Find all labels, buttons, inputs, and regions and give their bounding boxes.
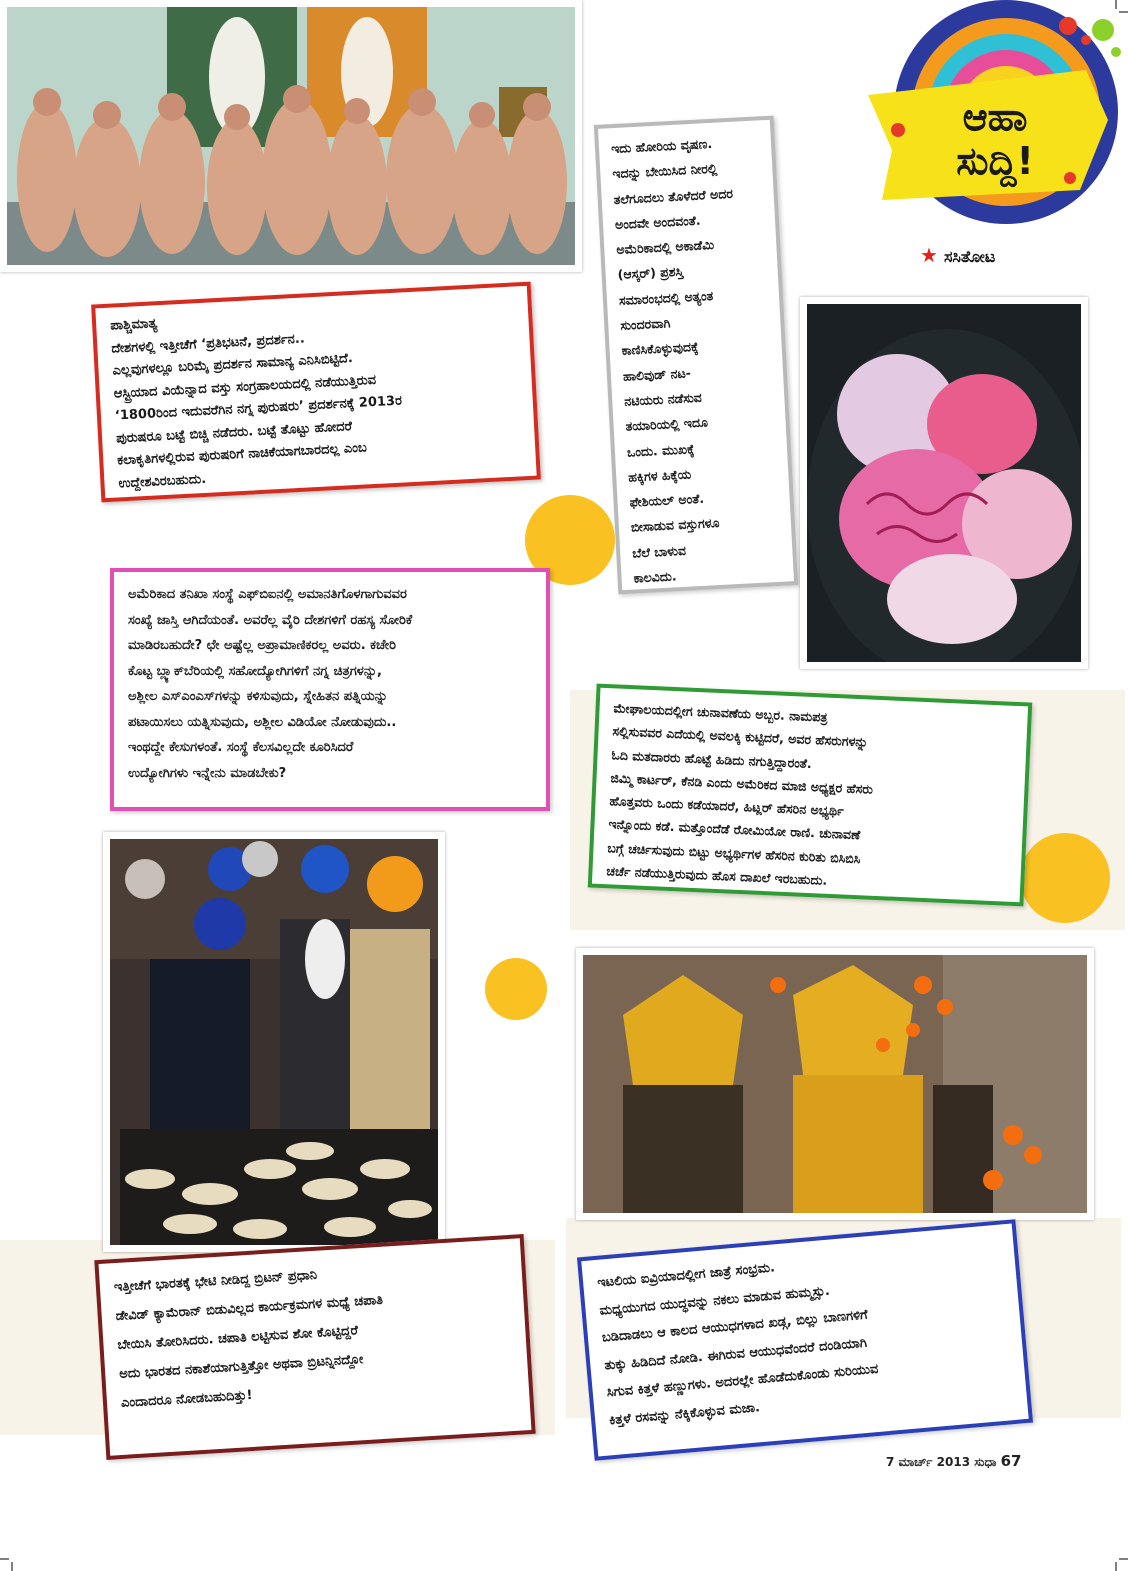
article-text-testicles: ಇದು ಹೋರಿಯ ವೃಷಣ. ಇದನ್ನು ಬೇಯಿಸಿದ ನೀರಲ್ಲಿ ತಲೆಗೂದಲು ತೊಳೆದರೆ ಅದರ ಅಂದವೇ ಅಂದವಂತೆ. ಅಮೆರಿಕಾದಲ್ಲಿ ಅಕಾಡೆಮಿ (ಆಸ್ಕರ್) ಪ್ರಶಸ್ತಿ ಸಮಾರಂಭದಲ್ಲಿ ಅತ್ಯಂತ ಸುಂದರವಾಗಿ ಕಾಣಿಸಿಕೊಳ್ಳುವುದಕ್ಕೆ ಹಾಲಿವುಡ್ ನಟ- ನಟಿಯರು ನಡೆಸುವ ತಯಾರಿಯಲ್ಲಿ ಇದೂ ಒಂದು. ಮುಖಕ್ಕೆ ಹಕ್ಕಿಗಳ ಹಿಕ್ಕೆಯ ಫೇಶಿಯಲ್ ಅಂತೆ. ಬೀಸಾಡುವ ವಸ್ತುಗಳೂ ಬೆಲೆ ಬಾಳುವ ಕಾಲವಿದು. xyxy=(610,135,734,586)
article-box-cameron xyxy=(94,1234,535,1460)
article-text-cameron: ಇತ್ತೀಚೆಗೆ ಭಾರತಕ್ಕೆ ಭೇಟಿ ನೀಡಿದ್ದ ಬ್ರಿಟನ್ ಪ್ರಧಾನಿ ಡೇವಿಡ್ ಕ್ಯಾಮೆರಾನ್ ಬಿಡುವಿಲ್ಲದ ಕಾರ್ಯಕ್ರಮಗಳ ಮಧ್ಯೆ ಚಪಾತಿ ಬೇಯಿಸಿ ತೋರಿಸಿದರು. ಚಪಾತಿ ಲಟ್ಟಿಸುವ ಶೋ ಕೊಟ್ಟಿದ್ದರೆ ಅದು ಭಾರತದ ನಕಾಶೆಯಾಗುತ್ತಿತ್ತೋ ಅಥವಾ ಬ್ರಿಟನ್ನಿನದ್ದೋ ಎಂದಾದರೂ ನೋಡಬಹುದಿತ್ತು! xyxy=(113,1267,384,1411)
article-text-fbi: ಅಮೆರಿಕಾದ ತನಿಖಾ ಸಂಸ್ಥೆ ಎಫ್‌ಬಿಐನಲ್ಲಿ ಅಮಾನತಿಗೊಳಗಾಗುವವರ ಸಂಖ್ಯೆ ಜಾಸ್ತಿ ಆಗಿದೆಯಂತೆ. ಅವರೆಲ್ಲ ವೈರಿ ದೇಶಗಳಿಗೆ ರಹಸ್ಯ ಸೋರಿಕೆ ಮಾಡಿರಬಹುದೇ? ಛೇ ಅಷ್ಟೆಲ್ಲ ಅಪ್ರಾಮಾಣಿಕರಲ್ಲ ಅವರು. ಕಚೇರಿ ಕೊಟ್ಟ ಬ್ಲ್ಯಾಕ್‌ಬೆರಿಯಲ್ಲಿ ಸಹೋದ್ಯೋಗಿಗಳಿಗೆ ನಗ್ನ ಚಿತ್ರಗಳನ್ನು, ಅಶ್ಲೀಲ ಎಸ್‌ಎಂಎಸ್‌ಗಳನ್ನು ಕಳಿಸುವುದು, ಸ್ನೇಹಿತನ ಪತ್ನಿಯನ್ನು ಪಟಾಯಿಸಲು ಯತ್ನಿಸುವುದು, ಅಶ್ಲೀಲ ವಿಡಿಯೋ ನೋಡುವುದು.. ಇಂಥದ್ದೇ ಕೇಸುಗಳಂತೆ. ಸಂಸ್ಥೆ ಕೆಲಸವಿಲ್ಲದೇ ಕೂರಿಸಿದರೆ ಉದ್ಯೋಗಿಗಳು ಇನ್ನೇನು ಮಾಡಬೇಕು? xyxy=(128,587,413,781)
testicles-image xyxy=(807,304,1081,662)
article-box-fbi xyxy=(110,568,550,811)
article-box-meghalaya xyxy=(588,684,1032,907)
logo xyxy=(858,0,1128,245)
logo-text: ಆಹಾ ಸುದ್ದಿ! xyxy=(956,95,1034,183)
photo-testicles xyxy=(800,297,1088,669)
yellow-dot xyxy=(1020,833,1110,923)
article-text-italy: ಇಟಲಿಯ ಐವ್ರಿಯಾದಲ್ಲೀಗ ಜಾತ್ರೆ ಸಂಭ್ರಮ. ಮಧ್ಯಯುಗದ ಯುದ್ಧವನ್ನು ನಕಲು ಮಾಡುವ ಹುಮ್ಮಸ್ಸು. ಬಡಿದಾಡಲು ಆ ಕಾಲದ ಆಯುಧಗಳಾದ ಖಡ್ಗ, ಬಿಲ್ಲು ಬಾಣಗಳಿಗೆ ತುಕ್ಕು ಹಿಡಿದಿದೆ ನೋಡಿ. ಈಗಿರುವ ಆಯುಧವೆಂದರೆ ದಂಡಿಯಾಗಿ ಸಿಗುವ ಕಿತ್ತಳೆ ಹಣ್ಣುಗಳು. ಅದರಲ್ಲೇ ಹೊಡೆದುಕೊಂಡು ಸುರಿಯುವ ಕಿತ್ತಳೆ ರಸವನ್ನು ನೆಕ್ಕಿಕೊಳ್ಳುವ ಮಜಾ. xyxy=(596,1260,879,1428)
article-text-meghalaya: ಮೇಘಾಲಯದಲ್ಲೀಗ ಚುನಾವಣೆಯ ಅಬ್ಬರ. ನಾಮಪತ್ರ ಸಲ್ಲಿಸುವವರ ಎದೆಯಲ್ಲಿ ಅವಲಕ್ಕಿ ಕುಟ್ಟಿದರೆ, ಅವರ ಹೆಸರುಗಳನ್ನು ಓದಿ ಮತದಾರರು ಹೊಟ್ಟೆ ಹಿಡಿದು ನಗುತ್ತಿದ್ದಾರಂತೆ. ಜಿಮ್ಮಿ ಕಾರ್ಟರ್, ಕೆನಡಿ ಎಂದು ಅಮೆರಿಕದ ಮಾಜಿ ಅಧ್ಯಕ್ಷರ ಹೆಸರು ಹೊತ್ತವರು ಒಂದು ಕಡೆಯಾದರೆ, ಹಿಟ್ಲರ್ ಹೆಸರಿನ ಅಭ್ಯರ್ಥಿ ಇನ್ನೊಂದು ಕಡೆ. ಮತ್ತೊಂದೆಡೆ ರೋಮಿಯೋ ರಾಣಿ. ಚುನಾವಣೆ ಬಗ್ಗೆ ಚರ್ಚಿಸುವುದು ಬಿಟ್ಟು ಅಭ್ಯರ್ಥಿಗಳ ಹೆಸರಿನ ಕುರಿತು ಬಿಸಿಬಿಸಿ ಚರ್ಚೆ ನಡೆಯುತ್ತಿರುವುದು ಹೊಸ ದಾಖಲೆ ಇರಬಹುದು. xyxy=(606,700,874,888)
star-icon: ★ xyxy=(920,243,938,267)
crop-mark-bottom-right xyxy=(1108,1551,1128,1571)
page-footer xyxy=(886,1452,1022,1470)
byline xyxy=(920,243,995,267)
italy-image xyxy=(583,955,1087,1213)
crop-mark-bottom-left xyxy=(0,1551,20,1571)
yellow-dot xyxy=(485,958,547,1020)
museum-image xyxy=(7,7,575,265)
photo-museum xyxy=(0,0,582,272)
photo-cameron xyxy=(103,832,445,1252)
photo-italy xyxy=(576,948,1094,1220)
footer-magazine: ಸುಧಾ xyxy=(974,1455,997,1469)
cameron-image xyxy=(110,839,438,1245)
byline-name: ಸಸಿತೋಟ xyxy=(943,247,996,266)
article-box-nudes xyxy=(91,282,541,503)
article-box-italy xyxy=(577,1219,1033,1461)
footer-date: 7 ಮಾರ್ಚ್ 2013 xyxy=(886,1455,971,1469)
article-text-nudes: ಪಾಶ್ಚಿಮಾತ್ಯ ದೇಶಗಳಲ್ಲಿ ಇತ್ತೀಚೆಗೆ ‘ಪ್ರತಿಭಟನೆ, ಪ್ರದರ್ಶನ.. ಎಲ್ಲವುಗಳಲ್ಲೂ ಬರಿಮೈ ಪ್ರದರ್ಶನ ಸಾಮಾನ್ಯ ಎನಿಸಿಬಿಟ್ಟಿದೆ. ಆಸ್ಟ್ರಿಯಾದ ವಿಯೆನ್ನಾದ ವಸ್ತು ಸಂಗ್ರಹಾಲಯದಲ್ಲಿ ನಡೆಯುತ್ತಿರುವ ‘1800ರಿಂದ ಇದುವರೆಗಿನ ನಗ್ನ ಪುರುಷರು’ ಪ್ರದರ್ಶನಕ್ಕೆ 2013ರ ಪುರುಷರೂ ಬಟ್ಟೆ ಬಿಚ್ಚಿ ನಡೆದರು. ಬಟ್ಟೆ ತೊಟ್ಟು ಹೋದರೆ ಕಲಾಕೃತಿಗಳಲ್ಲಿರುವ ಪುರುಷರಿಗೆ ನಾಚಿಕೆಯಾಗಬಾರದಲ್ಲ ಎಂಬ ಉದ್ದೇಶವಿರಬಹುದು. xyxy=(109,316,403,491)
article-box-testicles xyxy=(594,116,798,595)
page-number: 67 xyxy=(1000,1452,1022,1470)
